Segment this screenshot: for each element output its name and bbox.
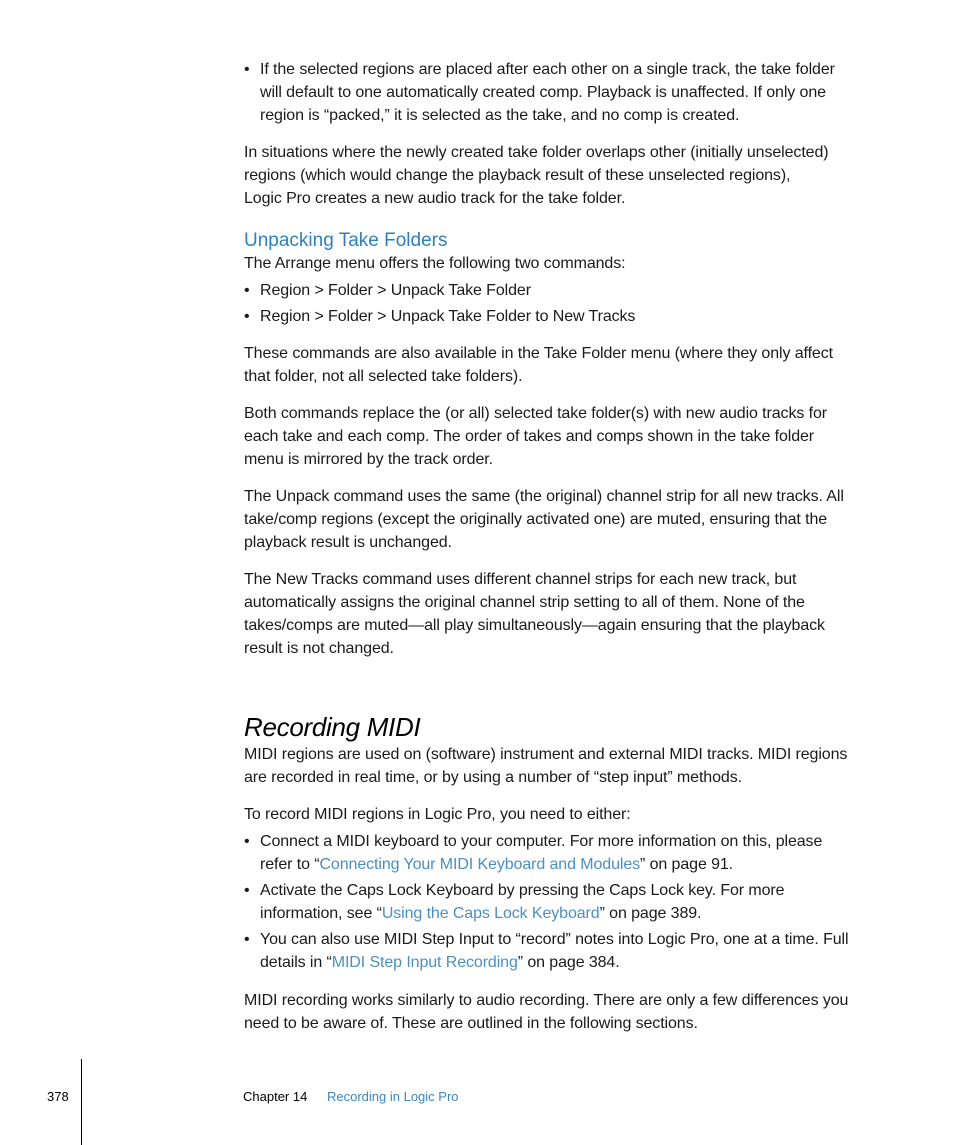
text-line: MIDI recording works similarly to audio recording. There are only a few differences you <box>244 992 849 1009</box>
text-line: The Arrange menu offers the following two commands: <box>244 255 626 272</box>
text-line: menu is mirrored by the track order. <box>244 451 493 468</box>
text-line: Logic Pro creates a new audio track for the take folder. <box>244 190 626 207</box>
footer-chapter-title[interactable]: Recording in Logic Pro <box>327 1089 459 1104</box>
section-heading-recording-midi: Recording MIDI <box>244 712 421 742</box>
paragraph-midi-recording-differences <box>244 989 874 1035</box>
paragraph-both-commands <box>244 402 874 471</box>
bullet-line: region is “packed,” it is selected as the take, and no comp is created. <box>260 107 740 124</box>
bullet-glyph: • <box>244 282 250 299</box>
bullet-glyph: • <box>244 833 250 850</box>
paragraph-new-tracks-command <box>244 568 874 660</box>
link-midi-step-input-recording[interactable]: MIDI Step Input Recording <box>331 954 518 971</box>
text-line: regions (which would change the playback result of these unselected regions), <box>244 167 791 184</box>
list-item <box>244 879 874 925</box>
command-list <box>244 279 874 328</box>
text-fragment: information, see “ <box>260 905 382 922</box>
paragraph-take-folder-menu <box>244 342 874 388</box>
subsection-heading-unpacking: Unpacking Take Folders <box>244 230 448 251</box>
intro-bullet-list <box>244 58 874 127</box>
text-line: that folder, not all selected take folders). <box>244 368 523 385</box>
link-connecting-midi-keyboard[interactable]: Connecting Your MIDI Keyboard and Modules <box>319 856 641 873</box>
text-fragment: details in “ <box>260 954 332 971</box>
bullet-line: You can also use MIDI Step Input to “record” notes into Logic Pro, one at a time. Full <box>260 931 849 948</box>
command-text: Region > Folder > Unpack Take Folder <box>260 282 531 299</box>
paragraph-unpack-command <box>244 485 874 554</box>
bullet-glyph: • <box>244 931 250 948</box>
text-line: These commands are also available in the Take Folder menu (where they only affect <box>244 345 833 362</box>
bullet-glyph: • <box>244 882 250 899</box>
list-item <box>244 928 874 974</box>
text-line: The New Tracks command uses different channel strips for each new track, but <box>244 571 797 588</box>
text-line: each take and each comp. The order of takes and comps shown in the take folder <box>244 428 815 445</box>
bullet-glyph: • <box>244 61 250 78</box>
text-fragment: refer to “ <box>260 856 320 873</box>
bullet-line <box>260 902 874 925</box>
text-line: Both commands replace the (or all) selected take folder(s) with new audio tracks for <box>244 405 827 422</box>
text-line: take/comp regions (except the originally activated one) are muted, ensuring that the <box>244 511 828 528</box>
paragraph-midi-regions <box>244 743 874 789</box>
bullet-line <box>260 853 874 876</box>
paragraph-take-folder-overlap <box>244 141 874 210</box>
text-line: takes/comps are muted—all play simultaneously—again ensuring that the playback <box>244 617 825 634</box>
list-item <box>244 830 874 876</box>
list-item <box>244 279 874 302</box>
text-line: The Unpack command uses the same (the original) channel strip for all new tracks. All <box>244 488 844 505</box>
text-line: playback result is unchanged. <box>244 534 452 551</box>
bullet-line: If the selected regions are placed after each other on a single track, the take folder <box>260 61 835 78</box>
paragraph-to-record <box>244 803 874 826</box>
arrange-intro <box>244 252 874 275</box>
command-text: Region > Folder > Unpack Take Folder to New Tracks <box>260 308 636 325</box>
page-number: 378 <box>47 1089 69 1104</box>
bullet-line: Connect a MIDI keyboard to your computer. For more information on this, please <box>260 833 823 850</box>
text-fragment: ” on page 384. <box>517 954 620 971</box>
text-line: MIDI regions are used on (software) instrument and external MIDI tracks. MIDI regions <box>244 746 848 763</box>
text-line: To record MIDI regions in Logic Pro, you need to either: <box>244 806 631 823</box>
bullet-line: will default to one automatically created comp. Playback is unaffected. If only one <box>260 84 826 101</box>
link-caps-lock-keyboard[interactable]: Using the Caps Lock Keyboard <box>381 905 600 922</box>
bullet-line <box>260 951 874 974</box>
bullet-glyph: • <box>244 308 250 325</box>
text-fragment: ” on page 389. <box>599 905 702 922</box>
footer-chapter-label: Chapter 14 <box>243 1089 308 1104</box>
text-fragment: ” on page 91. <box>640 856 734 873</box>
bullet-line: Activate the Caps Lock Keyboard by pressing the Caps Lock key. For more <box>260 882 785 899</box>
list-item <box>244 305 874 328</box>
text-line: need to be aware of. These are outlined in the following sections. <box>244 1015 698 1032</box>
text-line: are recorded in real time, or by using a number of “step input” methods. <box>244 769 742 786</box>
text-line: result is not changed. <box>244 640 394 657</box>
list-item <box>244 58 874 127</box>
text-line: In situations where the newly created take folder overlaps other (initially unselected) <box>244 144 829 161</box>
midi-options-list <box>244 830 874 974</box>
text-line: automatically assigns the original channel strip setting to all of them. None of the <box>244 594 805 611</box>
footer-divider <box>81 1059 82 1145</box>
